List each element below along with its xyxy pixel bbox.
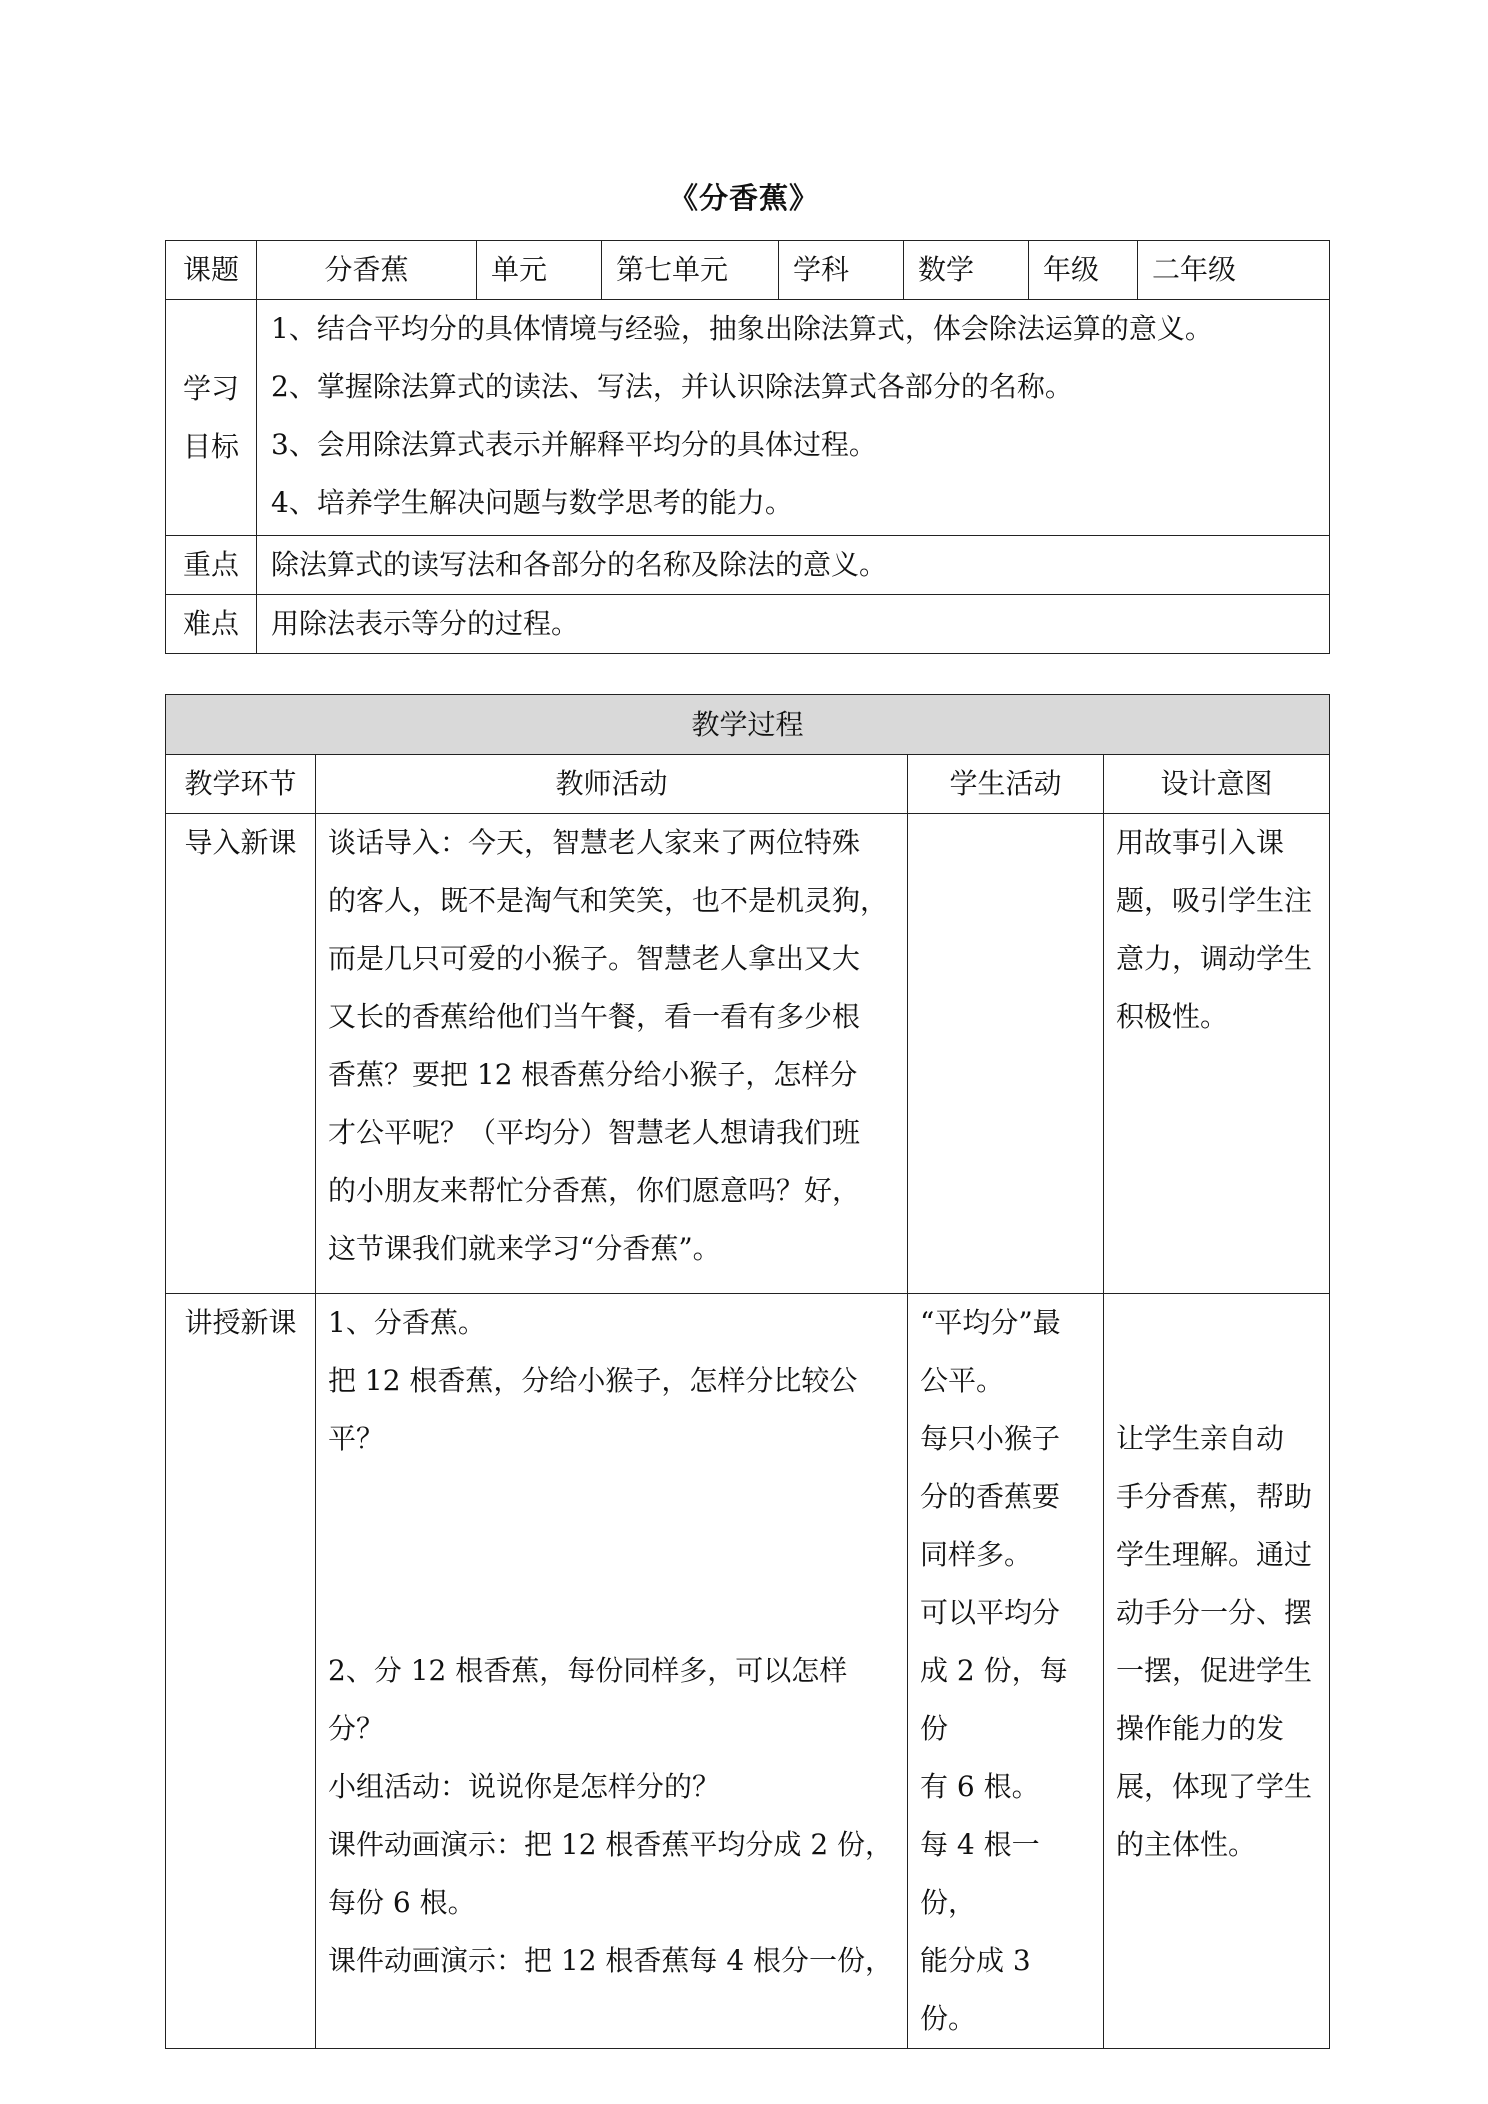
text-line	[328, 1584, 897, 1642]
text-line	[328, 1468, 897, 1526]
lesson-info-table	[165, 240, 1330, 654]
text-line: 每 4 根一份，	[920, 1828, 1040, 1919]
text-line: 能分成 3 份。	[920, 1944, 1031, 2035]
goal-item: 3、会用除法算式表示并解释平均分的具体过程。	[271, 428, 877, 461]
text-line: 操作能力的发	[1116, 1712, 1285, 1745]
text-line: “平均分”最	[920, 1306, 1061, 1339]
grade-label: 年级	[1029, 241, 1138, 300]
text-line: 每只小猴子	[920, 1422, 1061, 1455]
column-header-student: 学生活动	[908, 755, 1104, 814]
text-line: 可以平均分	[920, 1596, 1061, 1629]
goal-item: 1、结合平均分的具体情境与经验，抽象出除法算式，体会除法运算的意义。	[271, 312, 1213, 345]
text-line: 的客人，既不是淘气和笑笑，也不是机灵狗，	[328, 884, 889, 917]
grade-value: 二年级	[1138, 241, 1330, 300]
goals-label-line: 目标	[182, 429, 239, 463]
text-line: 1、分香蕉。	[328, 1306, 486, 1339]
lesson-label: 课题	[166, 241, 257, 300]
text-line: 这节课我们就来学习“分香蕉”。	[328, 1232, 721, 1265]
goals-label	[166, 300, 257, 536]
text-line: 的小朋友来帮忙分香蕉，你们愿意吗？好，	[328, 1174, 861, 1207]
info-row-lesson	[166, 241, 1330, 300]
text-line: 平？	[328, 1422, 385, 1455]
unit-label: 单元	[477, 241, 602, 300]
text-line	[328, 1526, 897, 1584]
text-line: 同样多。	[920, 1538, 1033, 1571]
text-line: 让学生亲自动	[1116, 1422, 1285, 1455]
text-line	[1116, 1294, 1319, 1352]
text-line: 积极性。	[1116, 1000, 1229, 1033]
info-row-key	[166, 536, 1330, 595]
process-header-row	[166, 695, 1330, 755]
text-line: 展，体现了学生	[1116, 1770, 1313, 1803]
text-line: 课件动画演示：把 12 根香蕉每 4 根分一份，	[328, 1944, 894, 1977]
text-line: 题，吸引学生注	[1116, 884, 1313, 917]
text-line: 学生理解。通过	[1116, 1538, 1313, 1571]
text-line: 每份 6 根。	[328, 1886, 476, 1919]
teacher-activity-intro	[316, 814, 908, 1294]
student-activity-teach	[908, 1294, 1104, 2049]
key-label: 重点	[166, 536, 257, 595]
difficulty-label: 难点	[166, 595, 257, 654]
design-intent-intro	[1104, 814, 1330, 1294]
teaching-process-table	[165, 694, 1330, 2049]
unit-value: 第七单元	[602, 241, 779, 300]
text-line: 用故事引入课	[1116, 826, 1285, 859]
info-row-difficulty	[166, 595, 1330, 654]
design-intent-teach	[1104, 1294, 1330, 2049]
column-header-stage: 教学环节	[166, 755, 316, 814]
text-line: 谈话导入：今天，智慧老人家来了两位特殊	[328, 826, 861, 859]
text-line: 才公平呢？（平均分）智慧老人想请我们班	[328, 1116, 861, 1149]
text-line: 有 6 根。	[920, 1770, 1040, 1803]
text-line: 意力，调动学生	[1116, 942, 1313, 975]
process-row-teach	[166, 1294, 1330, 2049]
process-row-intro	[166, 814, 1330, 1294]
student-activity-intro	[908, 814, 1104, 1294]
text-line: 2、分 12 根香蕉，每份同样多，可以怎样分？	[328, 1654, 848, 1745]
goal-item: 4、培养学生解决问题与数学思考的能力。	[271, 486, 793, 519]
goals-list	[257, 300, 1330, 536]
lesson-value: 分香蕉	[257, 241, 477, 300]
goal-item: 2、掌握除法算式的读法、写法，并认识除法算式各部分的名称。	[271, 370, 1073, 403]
column-header-intent: 设计意图	[1104, 755, 1330, 814]
text-line: 香蕉？要把 12 根香蕉分给小猴子，怎样分	[328, 1058, 858, 1091]
text-line: 公平。	[920, 1364, 1005, 1397]
key-value: 除法算式的读写法和各部分的名称及除法的意义。	[257, 536, 1330, 595]
text-line: 成 2 份，每份	[920, 1654, 1068, 1745]
stage-teach: 讲授新课	[166, 1294, 316, 2049]
text-line: 小组活动：说说你是怎样分的？	[328, 1770, 721, 1803]
text-line: 一摆，促进学生	[1116, 1654, 1313, 1687]
text-line: 分的香蕉要	[920, 1480, 1061, 1513]
text-line: 把 12 根香蕉，分给小猴子，怎样分比较公	[328, 1364, 858, 1397]
text-line: 动手分一分、摆	[1116, 1596, 1313, 1629]
difficulty-value: 用除法表示等分的过程。	[257, 595, 1330, 654]
teacher-activity-teach	[316, 1294, 908, 2049]
process-header: 教学过程	[166, 695, 1330, 755]
text-line: 又长的香蕉给他们当午餐，看一看有多少根	[328, 1000, 861, 1033]
subject-label: 学科	[779, 241, 904, 300]
text-line: 手分香蕉，帮助	[1116, 1480, 1313, 1513]
subject-value: 数学	[904, 241, 1029, 300]
text-line	[1116, 1352, 1319, 1410]
goals-label-line: 学习	[182, 371, 239, 405]
text-line: 的主体性。	[1116, 1828, 1257, 1861]
text-line: 而是几只可爱的小猴子。智慧老人拿出又大	[328, 942, 861, 975]
text-line: 课件动画演示：把 12 根香蕉平均分成 2 份，	[328, 1828, 894, 1861]
info-row-goals	[166, 300, 1330, 536]
stage-intro: 导入新课	[166, 814, 316, 1294]
process-columns-row	[166, 755, 1330, 814]
document-title: 《分香蕉》	[668, 181, 819, 215]
column-header-teacher: 教师活动	[316, 755, 908, 814]
